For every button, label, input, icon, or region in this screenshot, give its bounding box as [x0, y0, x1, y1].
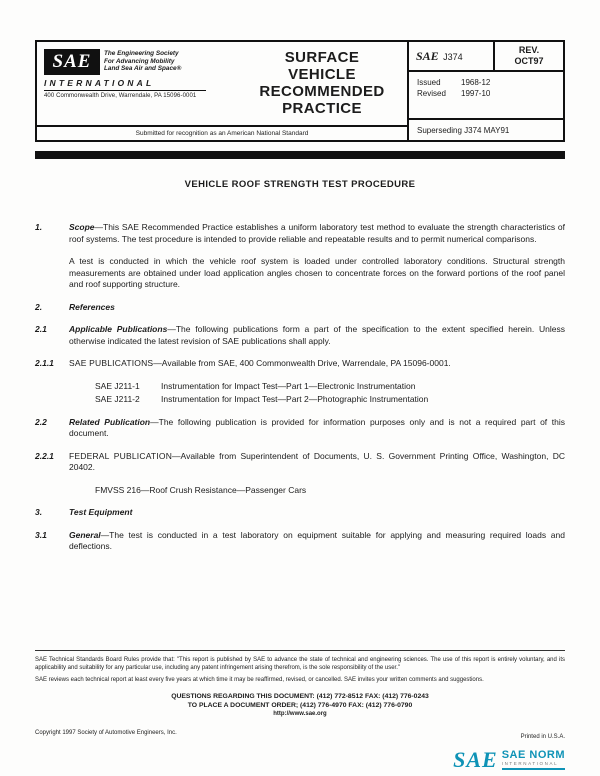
section-text: —The following publication is provided for information purposes only and is not a required part of this document.	[69, 416, 565, 438]
sae-logo: SAE	[44, 49, 100, 75]
section-heading: Test Equipment	[69, 507, 133, 517]
header-right	[407, 42, 563, 140]
sae-norm-logo-mark: SAE	[453, 747, 498, 772]
doc-type-line-2: VEHICLE	[288, 66, 356, 83]
section-1-scope	[35, 222, 565, 245]
document-title: VEHICLE ROOF STRENGTH TEST PROCEDURE	[184, 179, 416, 190]
issued-label: Issued	[417, 78, 441, 87]
section-heading: Related Publication	[69, 416, 151, 427]
publication-list	[35, 381, 565, 406]
section-text: —Available from Superintendent of Documents, U. S. Government Printing Office, Washington, DC 20402.	[69, 450, 566, 472]
publication-description: FMVSS 216—Roof Crush Resistance—Passenger Cars	[95, 484, 307, 495]
society-line-2: For Advancing Mobility	[104, 57, 175, 65]
questions-line: QUESTIONS REGARDING THIS DOCUMENT: (412) 772-8512 FAX: (412) 776-0243	[171, 692, 429, 700]
section-heading: References	[69, 301, 115, 312]
society-tagline	[100, 49, 181, 75]
publication-description: Instrumentation for Impact Test—Part 2—Photographic Instrumentation	[161, 394, 429, 404]
section-2-1-1-sae-publications	[35, 358, 565, 370]
contact-info	[35, 692, 565, 710]
section-2-2-related-publication	[35, 417, 565, 440]
section-number: 2.2.1	[35, 450, 54, 461]
revised-row	[417, 88, 555, 99]
copyright-notice: Copyright 1997 Society of Automotive Engineers, Inc.	[35, 729, 177, 736]
publication-code: SAE J211-2	[95, 394, 140, 404]
order-line: TO PLACE A DOCUMENT ORDER; (412) 776-4970 FAX: (412) 776-0790	[187, 701, 413, 709]
section-text: —The following publications form a part of the specification to the extent specified herein. Unless otherwise indicated the latest revision of SAE publications shall apply.	[69, 324, 565, 346]
fmvss-reference	[35, 485, 565, 497]
section-number: 3.1	[35, 529, 47, 540]
section-1-paragraph-2	[35, 256, 565, 291]
publication-code: SAE J211-1	[95, 380, 140, 391]
ansi-submission-note: Submitted for recognition as an American National Standard	[37, 125, 407, 140]
printed-in-usa: Printed in U.S.A.	[520, 734, 565, 740]
revised-value: 1997-10	[461, 89, 491, 98]
doc-type-line-3: RECOMMENDED	[259, 83, 385, 100]
section-number: 2.	[35, 301, 43, 312]
section-heading: SAE PUBLICATIONS	[69, 358, 154, 368]
rev-box	[493, 42, 563, 70]
publication-list-item	[95, 381, 565, 393]
publication-description: Instrumentation for Impact Test—Part 1—Electronic Instrumentation	[161, 380, 416, 391]
section-number: 2.1	[35, 324, 47, 334]
doc-type-title	[237, 42, 407, 125]
sae-norm-logo-title: SAE NORM	[501, 749, 565, 761]
header-box	[35, 40, 565, 142]
title-divider-bar	[35, 151, 565, 159]
section-text: —Available from SAE, 400 Commonwealth Drive, Warrendale, PA 15096-0001.	[153, 358, 451, 368]
doc-code-number: J374	[443, 52, 463, 62]
section-3-test-equipment	[35, 507, 565, 519]
page-footer	[35, 650, 565, 736]
section-number: 3.	[35, 507, 43, 517]
section-text: A test is conducted in which the vehicle roof system is loaded under controlled laboratory conditions. Structural strength measurements are obtained under load application angles chosen to concentrate forces on the forward portions of the roof panel and roof supporting structure.	[69, 256, 565, 289]
document-body	[35, 222, 565, 553]
publication-list-item	[95, 485, 565, 497]
sae-address: 400 Commonwealth Drive, Warrendale, PA 15096-0001	[44, 93, 197, 99]
doc-type-line-4: PRACTICE	[282, 100, 362, 117]
publication-list-item	[95, 394, 565, 406]
section-heading: Applicable Publications	[69, 324, 168, 334]
rev-label: REV.	[518, 45, 540, 55]
international-label: INTERNATIONAL	[44, 78, 206, 91]
section-2-2-1-federal-publication	[35, 451, 565, 474]
section-heading: General	[69, 529, 101, 540]
rev-value: OCT97	[514, 56, 544, 66]
sae-norm-logo-subtitle: INTERNATIONAL	[501, 761, 559, 766]
doc-code	[409, 42, 493, 70]
society-line-3: Land Sea Air and Space®	[104, 65, 182, 73]
section-2-1-applicable-publications	[35, 324, 565, 347]
sae-logo-block	[37, 42, 237, 125]
doc-type-line-1: SURFACE	[284, 49, 360, 66]
legal-notice-1: SAE Technical Standards Board Rules provide that: "This report is published by SAE to advance the state of technical and engineering sciences. The use of this report is entirely voluntary, and its applicability and suitability for any particular use, including any patent infringement arising therefrom, is the sole responsibility of the user."	[35, 657, 565, 671]
section-3-1-general	[35, 530, 565, 553]
issued-row	[417, 77, 555, 88]
section-number: 2.1.1	[35, 358, 54, 368]
sae-url: http://www.sae.org	[273, 710, 327, 717]
doc-code-prefix: SAE	[416, 49, 439, 63]
section-2-references	[35, 302, 565, 314]
sae-norm-logo	[453, 747, 565, 772]
society-line-1: The Engineering Society	[104, 50, 179, 57]
header-left	[37, 42, 407, 140]
section-text: —This SAE Recommended Practice establishes a uniform laboratory test method to evaluate the strength characteristics of roof systems. The test procedure is intended to provide reliable and repeatable results and to permit numerical comparisons.	[69, 222, 565, 244]
section-number: 1.	[35, 222, 43, 232]
section-text: —The test is conducted in a test laboratory on equipment suitable for applying and measuring required loads and deflections.	[69, 529, 565, 551]
issue-history	[409, 72, 563, 120]
legal-notice-2: SAE reviews each technical report at least every five years at which time it may be reaffirmed, revised, or cancelled. SAE invites your written comments and suggestions.	[35, 677, 484, 684]
revised-label: Revised	[417, 89, 446, 98]
superseding-note: Superseding J374 MAY91	[417, 126, 510, 135]
issued-value: 1968-12	[461, 78, 491, 87]
section-number: 2.2	[35, 416, 47, 427]
section-heading: FEDERAL PUBLICATION	[69, 450, 173, 461]
section-heading: Scope	[69, 222, 95, 232]
